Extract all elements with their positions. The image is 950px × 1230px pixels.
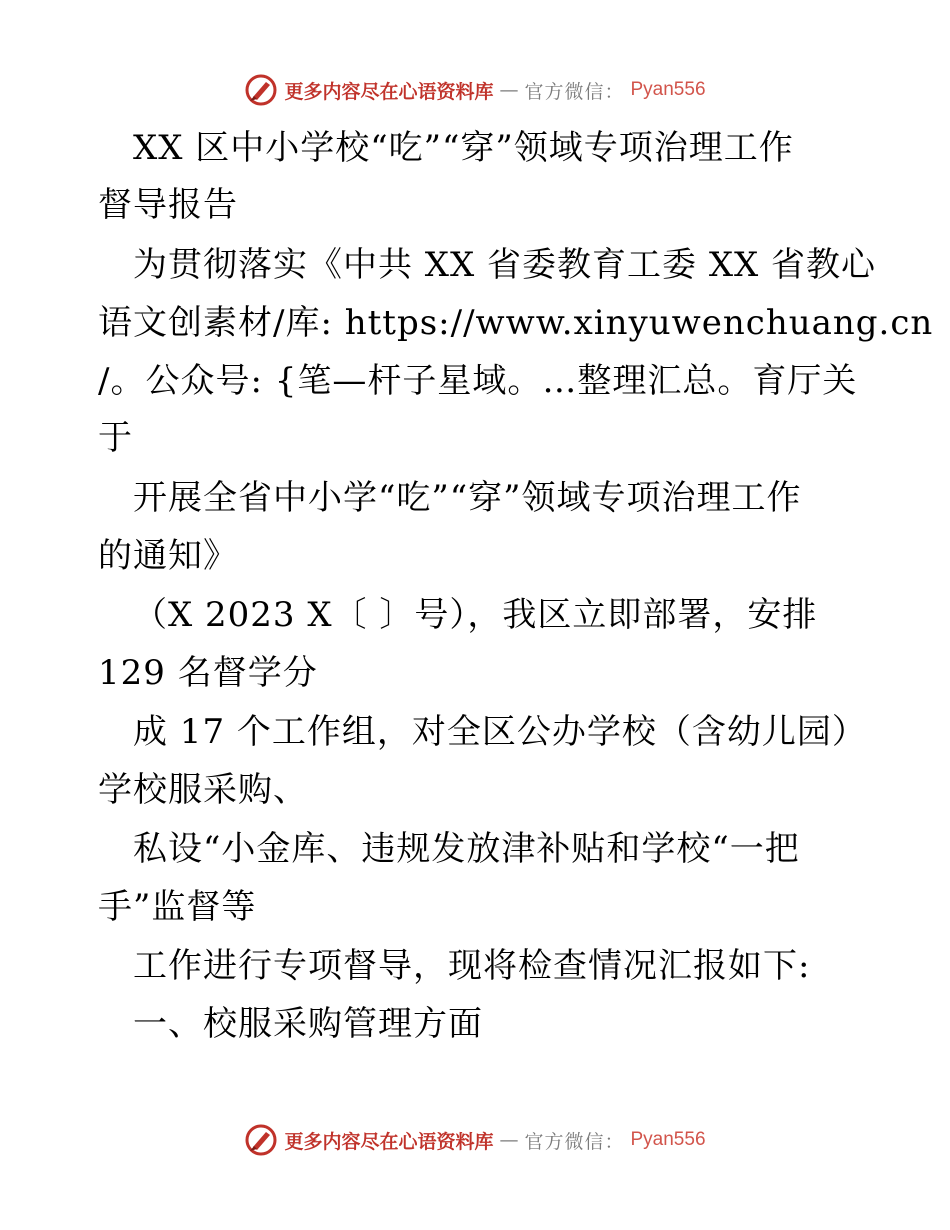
watermark-wechat-id: Pyan556 bbox=[630, 79, 706, 100]
doc-line: 督导报告 bbox=[98, 185, 238, 225]
doc-line: 成 17 个工作组，对全区公办学校（含幼儿园） bbox=[133, 712, 867, 752]
header-watermark bbox=[0, 70, 950, 110]
doc-line: 于 bbox=[98, 418, 133, 458]
watermark-text: 更多内容尽在心语资料库 bbox=[284, 1130, 494, 1153]
footer-watermark bbox=[0, 1120, 950, 1160]
doc-line: 手”监督等 bbox=[98, 887, 257, 927]
doc-line: 语文创素材/库: https://www.xinyuwenchuang.cn bbox=[98, 303, 934, 343]
doc-line: XX 区中小学校“吃”“穿”领域专项治理工作 bbox=[133, 128, 794, 168]
watermark-official-label: 官方微信： bbox=[524, 80, 625, 103]
doc-line: （X 2023 X〔 〕号），我区立即部署，安排 bbox=[133, 595, 818, 635]
doc-line: 为贯彻落实《中共 XX 省委教育工委 XX 省教心 bbox=[133, 245, 877, 285]
doc-line: 学校服采购、 bbox=[98, 770, 308, 810]
brush-pen-logo-icon bbox=[244, 73, 278, 107]
watermark-dash: — bbox=[499, 79, 519, 101]
watermark-wechat-id: Pyan556 bbox=[630, 1129, 706, 1150]
watermark-official-label: 官方微信： bbox=[524, 1130, 625, 1153]
watermark-text: 更多内容尽在心语资料库 bbox=[284, 80, 494, 103]
doc-heading: 一、校服采购管理方面 bbox=[133, 1004, 483, 1044]
doc-line: 129 名督学分 bbox=[98, 653, 318, 693]
doc-line: 开展全省中小学“吃”“穿”领域专项治理工作 bbox=[133, 478, 802, 518]
doc-line: 工作进行专项督导，现将检查情况汇报如下: bbox=[133, 946, 811, 986]
brush-pen-logo-icon bbox=[244, 1123, 278, 1157]
watermark-dash: — bbox=[499, 1129, 519, 1151]
doc-line: 的通知》 bbox=[98, 536, 238, 576]
doc-line: 私设“小金库、违规发放津补贴和学校“一把 bbox=[133, 829, 800, 869]
doc-line: /。公众号: {笔—杆子星域。…整理汇总。育厅关 bbox=[98, 361, 858, 401]
